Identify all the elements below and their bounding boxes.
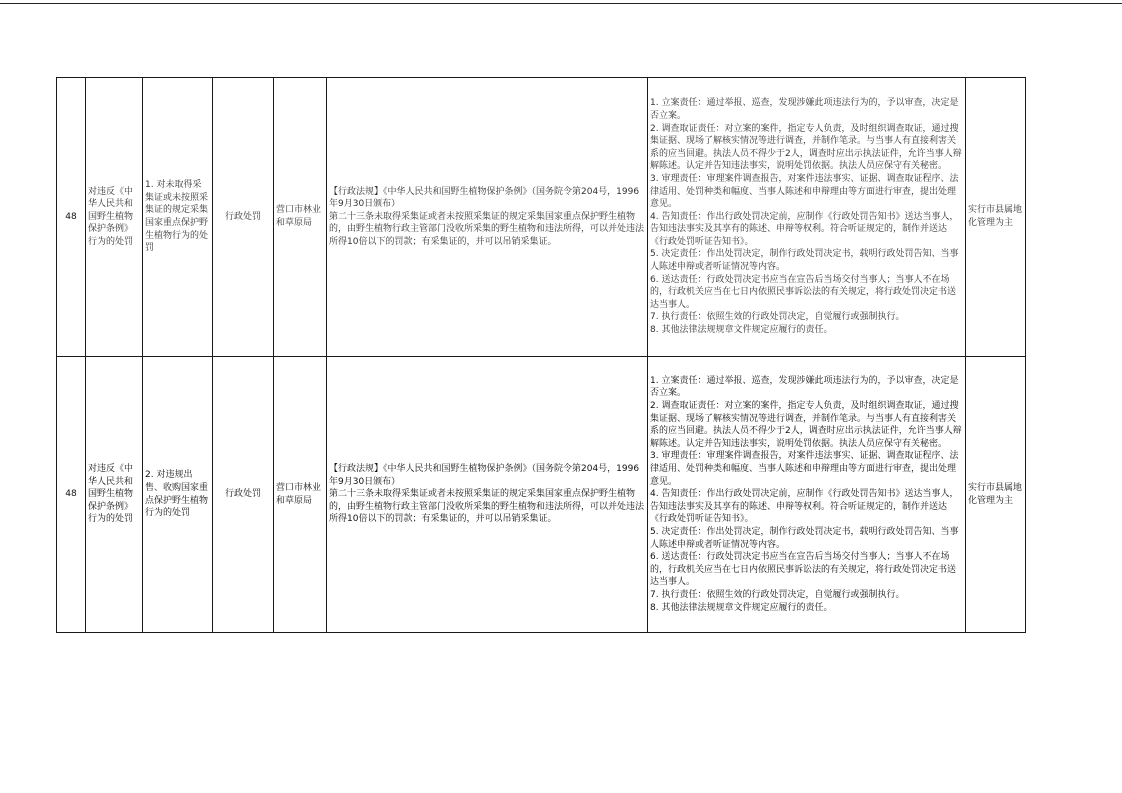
management-level: 实行市县属地化管理为主 <box>966 78 1026 357</box>
row-number: 48 <box>57 78 86 357</box>
responsibility-item: 5. 决定责任：作出处罚决定，制作行政处罚决定书，载明行政处罚告知、当事人陈述申辩或者听证情况等内容。 <box>650 249 959 273</box>
row-number: 48 <box>57 357 86 633</box>
responsibility-item: 2. 调查取证责任：对立案的案件，指定专人负责，及时组织调查取证，通过搜集证据、现场了解核实情况等进行调查，并制作笔录。与当事人有直接利害关系的应当回避。执法人员不得少于2人，调查时应出示执法证件，允许当事人辩解陈述。认定并告知违法事实，说明处罚依据。执法人员应保守有关秘密。 <box>650 401 962 449</box>
management-level: 实行市县属地化管理为主 <box>966 357 1026 633</box>
table-row <box>57 78 1026 357</box>
responsibility-item: 6. 送达责任：行政处罚决定书应当在宣告后当场交付当事人；当事人不在场的，行政机关应当在七日内依照民事诉讼法的有关规定，将行政处罚决定书送达当事人。 <box>650 274 957 310</box>
department: 营口市林业和草原局 <box>274 78 327 357</box>
responsibilities <box>648 357 966 633</box>
basis-line: 第二十三条未取得采集证或者未按照采集证的规定采集国家重点保护野生植物的，由野生植物行政主管部门没收所采集的野生植物和违法所得，可以并处违法所得10倍以下的罚款；有采集证的，并可以吊销采集证。 <box>329 489 645 525</box>
responsibility-item: 4. 告知责任：作出行政处罚决定前，应制作《行政处罚告知书》送达当事人，告知违法事实及其享有的陈述、申辩等权利。符合听证规定的，制作并送达《行政处罚听证告知书》。 <box>650 489 959 525</box>
legal-basis <box>327 357 648 633</box>
responsibility-item: 3. 审理责任：审理案件调查报告，对案件违法事实、证据、调查取证程序、法律适用、处罚种类和幅度、当事人陈述和申辩理由等方面进行审查，提出处理意见。 <box>650 451 959 487</box>
responsibility-item: 2. 调查取证责任：对立案的案件，指定专人负责，及时组织调查取证，通过搜集证据、现场了解核实情况等进行调查，并制作笔录。与当事人有直接利害关系的应当回避。执法人员不得少于2人，调查时应出示执法证件，允许当事人辩解陈述。认定并告知违法事实，说明处罚依据。执法人员应保守有关秘密。 <box>650 123 962 172</box>
responsibility-item: 1. 立案责任：通过举报、巡查，发现涉嫌此项违法行为的，予以审查，决定是否立案。 <box>650 98 959 121</box>
responsibility-item: 5. 决定责任：作出处罚决定，制作行政处罚决定书，载明行政处罚告知、当事人陈述申辩或者听证情况等内容。 <box>650 526 959 550</box>
item-name: 对违反《中华人民共和国野生植物保护条例》行为的处罚 <box>86 357 143 633</box>
department: 营口市林业和草原局 <box>274 357 327 633</box>
page-top-rule <box>0 3 1122 4</box>
responsibility-item: 8. 其他法律法规规章文件规定应履行的责任。 <box>650 602 833 613</box>
responsibility-item: 6. 送达责任：行政处罚决定书应当在宣告后当场交付当事人；当事人不在场的，行政机关应当在七日内依照民事诉讼法的有关规定，将行政处罚决定书送达当事人。 <box>650 552 957 588</box>
basis-line: 【行政法规】《中华人民共和国野生植物保护条例》（国务院令第204号，1996年9月30日颁布） <box>329 464 640 487</box>
responsibility-item: 4. 告知责任：作出行政处罚决定前，应制作《行政处罚告知书》送达当事人，告知违法事实及其享有的陈述、申辩等权利。符合听证规定的，制作并送达《行政处罚听证告知书》。 <box>650 211 959 247</box>
basis-line: 【行政法规】《中华人民共和国野生植物保护条例》（国务院令第204号，1996年9月30日颁布） <box>329 186 640 210</box>
basis-line: 第二十三条未取得采集证或者未按照采集证的规定采集国家重点保护野生植物的，由野生植物行政主管部门没收所采集的野生植物和违法所得，可以并处违法所得10倍以下的罚款；有采集证的，并可以吊销采集证。 <box>329 211 645 247</box>
table-row <box>57 357 1026 633</box>
power-list-table <box>56 77 1026 633</box>
power-type: 行政处罚 <box>213 78 274 357</box>
responsibilities <box>648 78 966 357</box>
sub-item: 1. 对未取得采集证或未按照采集证的规定采集国家重点保护野生植物行为的处罚 <box>143 78 213 357</box>
item-name: 对违反《中华人民共和国野生植物保护条例》行为的处罚 <box>86 78 143 357</box>
responsibility-item: 8. 其他法律法规规章文件规定应履行的责任。 <box>650 325 833 336</box>
responsibility-item: 7. 执行责任：依照生效的行政处罚决定，自觉履行或强制执行。 <box>650 589 905 600</box>
responsibility-item: 1. 立案责任：通过举报、巡查，发现涉嫌此项违法行为的，予以审查，决定是否立案。 <box>650 375 959 399</box>
sub-item: 2. 对违规出售、收购国家重点保护野生植物行为的处罚 <box>143 357 213 633</box>
power-type: 行政处罚 <box>213 357 274 633</box>
responsibility-item: 7. 执行责任：依照生效的行政处罚决定，自觉履行或强制执行。 <box>650 312 905 323</box>
responsibility-item: 3. 审理责任：审理案件调查报告，对案件违法事实、证据、调查取证程序、法律适用、处罚种类和幅度、当事人陈述和申辩理由等方面进行审查，提出处理意见。 <box>650 173 959 210</box>
legal-basis <box>327 78 648 357</box>
